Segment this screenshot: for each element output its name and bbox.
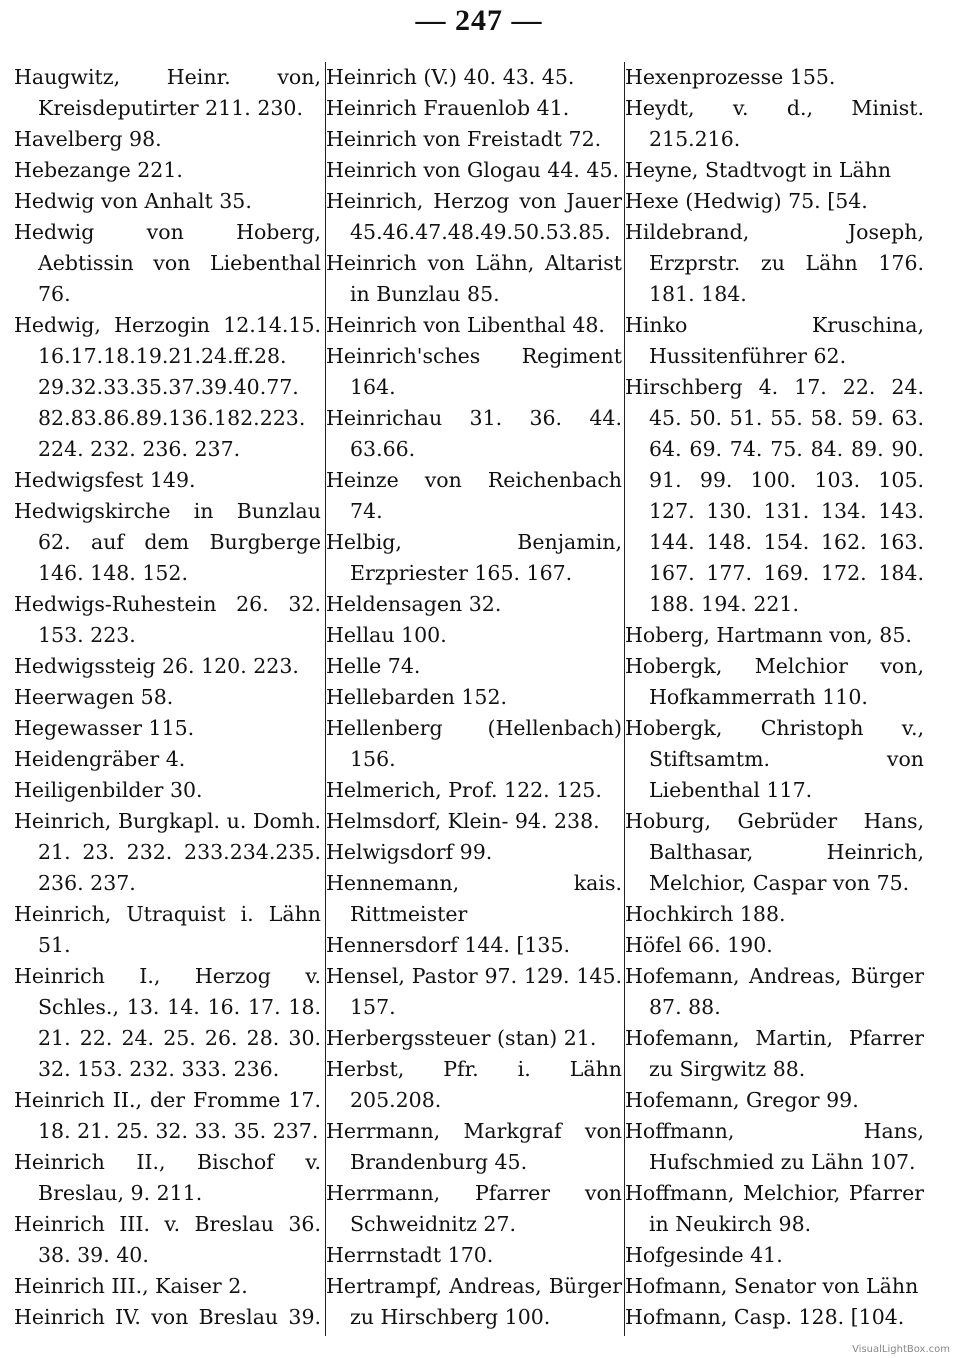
- index-entry: Hebezange 221.: [14, 158, 183, 182]
- index-entry: Helmsdorf, Klein- 94. 238.: [326, 809, 600, 833]
- index-entry: Helmerich, Prof. 122. 125.: [326, 778, 602, 802]
- index-entry: Hobergk, Melchior von, Hofkammerrath 110.: [625, 654, 924, 709]
- index-entry: Hofmann, Casp. 128. [104.: [625, 1305, 905, 1329]
- index-entry: Hinko Kruschina, Hussitenführer 62.: [625, 313, 924, 368]
- index-entry: Heinrich III. v. Breslau 36. 38. 39. 40.: [14, 1212, 321, 1267]
- index-entry: Helle 74.: [326, 654, 421, 678]
- index-entry: Heinze von Reichenbach 74.: [326, 468, 622, 523]
- index-entry: Heinrich von Libenthal 48.: [326, 313, 605, 337]
- index-entry: Heinrich II., Bischof v. Breslau, 9. 211.: [14, 1150, 321, 1205]
- index-entry: Hedwigsfest 149.: [14, 468, 196, 492]
- index-entry: Heinrich von Lähn, Altarist in Bunzlau 85.: [326, 251, 622, 306]
- index-entry: Hedwigssteig 26. 120. 223.: [14, 654, 299, 678]
- index-entry: Heinrich, Herzog von Jauer 45.46.47.48.49.50.53.85.: [326, 189, 622, 244]
- index-entry: Hirschberg 4. 17. 22. 24. 45. 50. 51. 55. 58. 59. 63. 64. 69. 74. 75. 84. 89. 90. 91. 99. 100. 103. 105. 127. 130. 131. 134. 143. 144. 148. 154. 162. 163. 167. 177. 169. 172. 184. 188. 194. 221.: [625, 375, 924, 616]
- index-column-1: [14, 62, 321, 1336]
- index-entry: Hochkirch 188.: [625, 902, 786, 926]
- index-entry: Heidengräber 4.: [14, 747, 186, 771]
- index-entry: Hedwigs-Ruhestein 26. 32. 153. 223.: [14, 592, 321, 647]
- index-entry: Herbst, Pfr. i. Lähn 205.208.: [326, 1057, 622, 1112]
- index-entry: Hellau 100.: [326, 623, 447, 647]
- index-entry: Hofemann, Gregor 99.: [625, 1088, 859, 1112]
- index-entry: Hedwig von Anhalt 35.: [14, 189, 252, 213]
- index-entry: Hedwig von Hoberg, Aebtissin von Liebenthal 76.: [14, 220, 321, 306]
- index-entry: Hofemann, Andreas, Bürger 87. 88.: [625, 964, 924, 1019]
- index-entry: Heinrich von Freistadt 72.: [326, 127, 602, 151]
- index-entry: Heinrich, Utraquist i. Lähn 51.: [14, 902, 321, 957]
- index-entry: Heinrich (V.) 40. 43. 45.: [326, 65, 575, 89]
- index-entry: Hoberg, Hartmann von, 85.: [625, 623, 912, 647]
- index-entry: Heinrichau 31. 36. 44. 63.66.: [326, 406, 622, 461]
- watermark-text: VisualLightBox.com: [852, 1344, 950, 1355]
- index-entry: Heyne, Stadtvogt in Lähn: [625, 158, 892, 182]
- index-entry: Hennemann, kais. Rittmeister: [326, 871, 622, 926]
- index-entry: Hexenprozesse 155.: [625, 65, 836, 89]
- index-entry: Hellenberg (Hellenbach) 156.: [326, 716, 622, 771]
- index-entry: Heinrich'sches Regiment 164.: [326, 344, 622, 399]
- index-entry: Heiligenbilder 30.: [14, 778, 203, 802]
- index-column-2: [325, 62, 622, 1336]
- index-entry: Hildebrand, Joseph, Erzprstr. zu Lähn 176. 181. 184.: [625, 220, 924, 306]
- index-entry: Helbig, Benjamin, Erzpriester 165. 167.: [326, 530, 622, 585]
- index-entry: Heerwagen 58.: [14, 685, 174, 709]
- index-entry: Heinrich IV. von Breslau 39.: [14, 1305, 321, 1329]
- index-entry: Hoffmann, Melchior, Pfarrer in Neukirch 98.: [625, 1181, 924, 1236]
- index-entry: Hofmann, Senator von Lähn: [625, 1274, 919, 1298]
- index-column-3: [624, 62, 924, 1336]
- index-entry: Herbergssteuer (stan) 21.: [326, 1026, 597, 1050]
- index-entry: Hertrampf, Andreas, Bürger zu Hirschberg 100.: [326, 1274, 622, 1329]
- index-entry: Hensel, Pastor 97. 129. 145. 157.: [326, 964, 622, 1019]
- index-entry: Herrnstadt 170.: [326, 1243, 494, 1267]
- index-entry: Heinrich, Burgkapl. u. Domh. 21. 23. 232. 233.234.235. 236. 237.: [14, 809, 321, 895]
- index-entry: Hegewasser 115.: [14, 716, 195, 740]
- index-entry: Hoffmann, Hans, Hufschmied zu Lähn 107.: [625, 1119, 924, 1174]
- index-entry: Hofemann, Martin, Pfarrer zu Sirgwitz 88.: [625, 1026, 924, 1081]
- index-entry: Hoburg, Gebrüder Hans, Balthasar, Heinrich, Melchior, Caspar von 75.: [625, 809, 924, 895]
- index-entry: Heinrich von Glogau 44. 45.: [326, 158, 620, 182]
- index-entry: Haugwitz, Heinr. von, Kreisdeputirter 211. 230.: [14, 65, 321, 120]
- index-entry: Hedwig, Herzogin 12.14.15. 16.17.18.19.21.24.ff.28. 29.32.33.35.37.39.40.77. 82.83.86.89.136.182.223. 224. 232. 236. 237.: [14, 313, 321, 461]
- index-entry: Heldensagen 32.: [326, 592, 502, 616]
- index-entry: [350, 1333, 622, 1336]
- index-entry: Hobergk, Christoph v., Stiftsamtm. von Liebenthal 117.: [625, 716, 924, 802]
- index-entry: Höfel 66. 190.: [625, 933, 773, 957]
- index-entry: Hennersdorf 144. [135.: [326, 933, 571, 957]
- index-entry: Herrmann, Pfarrer von Schweidnitz 27.: [326, 1181, 622, 1236]
- index-entry: [649, 1333, 924, 1336]
- index-entry: Hedwigskirche in Bunzlau 62. auf dem Burgberge 146. 148. 152.: [14, 499, 321, 585]
- index-entry: Hellebarden 152.: [326, 685, 508, 709]
- index-entry: Heinrich II., der Fromme 17. 18. 21. 25. 32. 33. 35. 237.: [14, 1088, 321, 1143]
- index-entry: Heinrich Frauenlob 41.: [326, 96, 570, 120]
- index-entry: Helwigsdorf 99.: [326, 840, 493, 864]
- index-entry: Hexe (Hedwig) 75. [54.: [625, 189, 868, 213]
- page-number: — 247 —: [415, 4, 543, 37]
- index-entry: Heinrich III., Kaiser 2.: [14, 1274, 248, 1298]
- index-entry: Hofgesinde 41.: [625, 1243, 783, 1267]
- index-entry: Herrmann, Markgraf von Brandenburg 45.: [326, 1119, 622, 1174]
- index-entry: Heinrich I., Herzog v. Schles., 13. 14. 16. 17. 18. 21. 22. 24. 25. 26. 28. 30. 32. 153. 232. 333. 236.: [14, 964, 321, 1081]
- index-entry: Heydt, v. d., Minist. 215.216.: [625, 96, 924, 151]
- index-entry: Havelberg 98.: [14, 127, 162, 151]
